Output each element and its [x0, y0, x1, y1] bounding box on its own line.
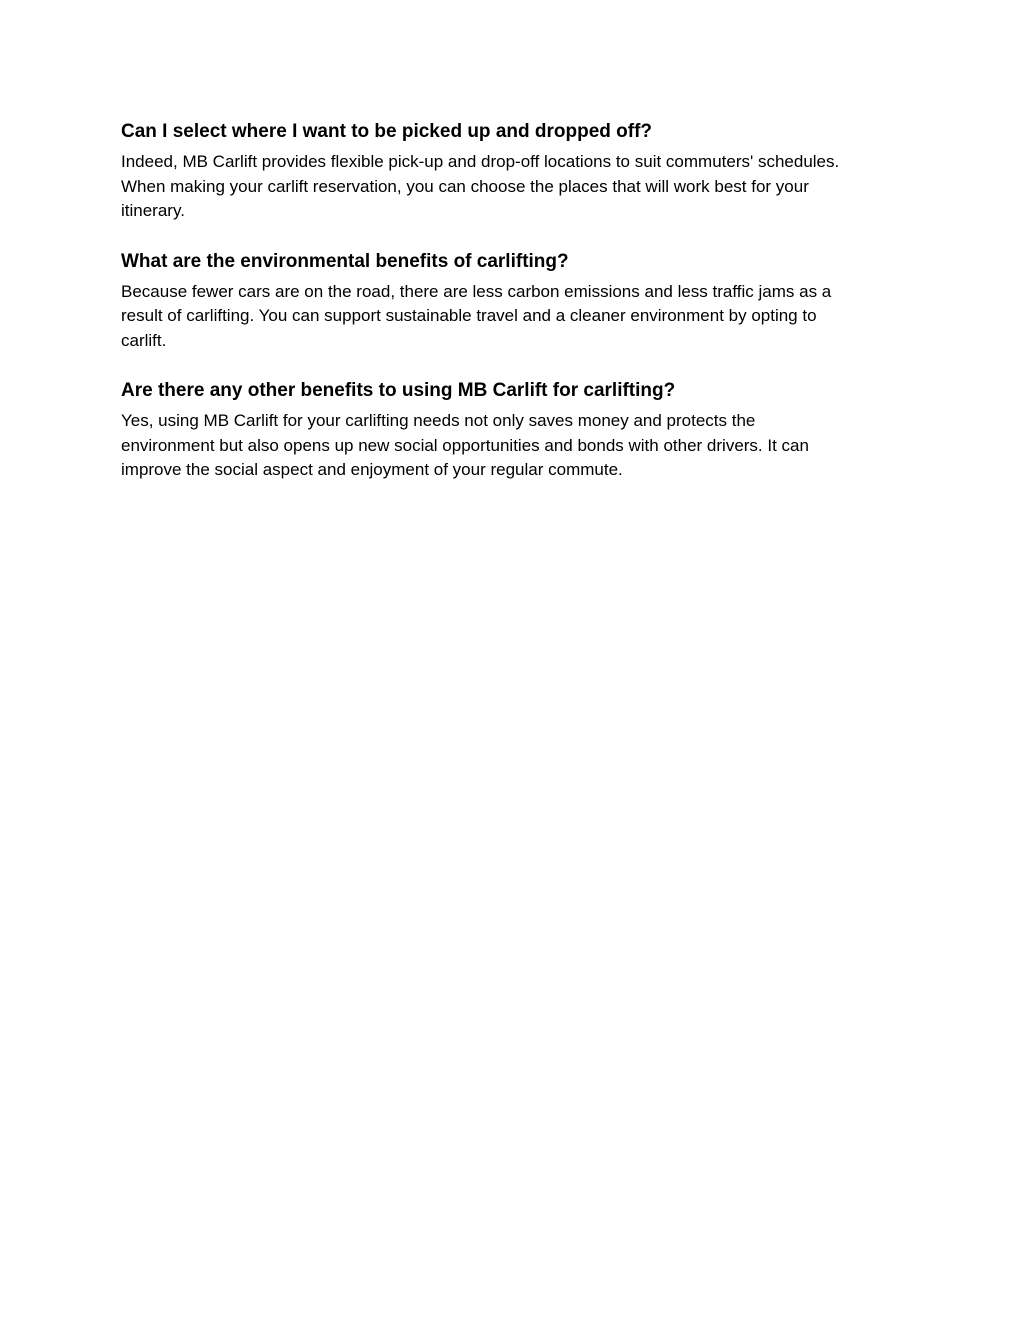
faq-item-pickup-dropoff: [121, 119, 911, 224]
faq-answer-line: Because fewer cars are on the road, there are less carbon emissions and less traffic jams as a: [121, 281, 832, 301]
faq-answer: [121, 150, 911, 224]
faq-answer-line: itinerary.: [121, 201, 185, 220]
faq-item-environmental-benefits: [121, 249, 911, 354]
faq-answer-line: carlift.: [121, 330, 167, 350]
faq-answer-line: result of carlifting. You can support sustainable travel and a cleaner environment by opting to: [121, 306, 817, 325]
faq-answer: [121, 409, 911, 483]
faq-question: Can I select where I want to be picked up and dropped off?: [121, 121, 653, 142]
faq-answer-line: Indeed, MB Carlift provides flexible pick-up and drop-off locations to suit commuters' schedules.: [121, 152, 840, 171]
faq-answer-line: improve the social aspect and enjoyment of your regular commute.: [121, 460, 623, 479]
faq-answer-line: environment but also opens up new social opportunities and bonds with other drivers. It can: [121, 435, 809, 455]
faq-answer: [121, 280, 911, 354]
faq-answer-line: Yes, using MB Carlift for your carlifting needs not only saves money and protects the: [121, 411, 756, 430]
faq-answer-line: When making your carlift reservation, you can choose the places that will work best for your: [121, 176, 809, 196]
faq-item-other-benefits: [121, 378, 911, 483]
faq-question: What are the environmental benefits of carlifting?: [121, 250, 569, 272]
faq-question: Are there any other benefits to using MB Carlift for carlifting?: [121, 380, 676, 401]
document-page: [121, 119, 911, 508]
